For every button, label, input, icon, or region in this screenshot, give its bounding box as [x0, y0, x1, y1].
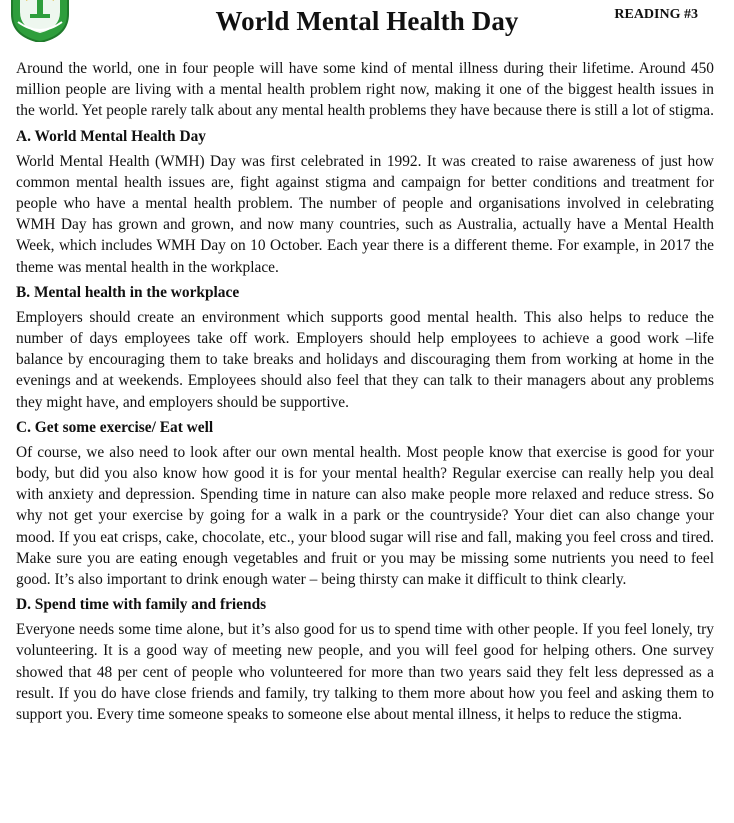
- section-heading-b: B. Mental health in the workplace: [16, 283, 240, 301]
- intro-paragraph: Around the world, one in four people will have some kind of mental illness during their lifetime. Around 450 million people are living with a mental health problem right now, making it one of the biggest health issues in the world. Yet people rarely talk about any mental health problems they have because there is still a lot of stigma.: [16, 60, 714, 120]
- page-title: World Mental Health Day: [215, 6, 519, 36]
- section-paragraph-c: Of course, we also need to look after our own mental health. Most people know that exercise is good for your body, but did you also know how good it is for your mental health? Regular exercise can really help you deal with anxiety and depression. Spending time in nature can also make people more relaxed and reduce stress. So why not get your exercise by going for a walk in a park or the countryside? Your diet can also change your mood. If you eat crisps, cake, chocolate, etc., your blood sugar will rise and fall, making you feel cross and tired. Make sure you are eating enough vegetables and fruit or you may be missing some nutrients you need to feel good. It’s also important to drink enough water – being thirsty can make it difficult to think clearly.: [16, 443, 714, 589]
- section-heading-d: D. Spend time with family and friends: [16, 596, 267, 614]
- section-paragraph-d: Everyone needs some time alone, but it’s also good for us to spend time with other people. If you feel lonely, try volunteering. It is a good way of meeting new people, and you will feel good for helping others. One survey showed that 48 per cent of people who volunteered for more than two years said they felt less depressed as a result. If you do have close friends and family, try talking to them more about how you feel and asking them to support you. Every time someone speaks to someone else about mental illness, it helps to reduce the stigma.: [16, 621, 714, 724]
- reading-number-label: READING #3: [614, 7, 698, 22]
- section-paragraph-a: World Mental Health (WMH) Day was first celebrated in 1992. It was created to raise awareness of just how common mental health issues are, fight against stigma and campaign for better conditions and treatment for people who have a mental health problem. The number of people and organisations involved in celebrating WMH Day has grown and grown, and now many countries, such as Australia, actually have a Mental Health Week, which includes WMH Day on 10 October. Each year there is a different theme. For example, in 2017 the theme was mental health in the workplace.: [16, 152, 714, 276]
- article-body: [16, 58, 714, 725]
- section-heading-a: A. World Mental Health Day: [16, 127, 206, 145]
- section-paragraph-b: Employers should create an environment which supports good mental health. This also helps to reduce the number of days employees take off work. Employers should help employees to achieve a good work –life balance by encouraging them to take breaks and holidays and discouraging them from working at home in the evenings and at weekends. Employees should also feel that they can talk to their managers about any problems they might have, and employers should be supportive.: [16, 308, 714, 411]
- section-heading-c: C. Get some exercise/ Eat well: [16, 418, 214, 436]
